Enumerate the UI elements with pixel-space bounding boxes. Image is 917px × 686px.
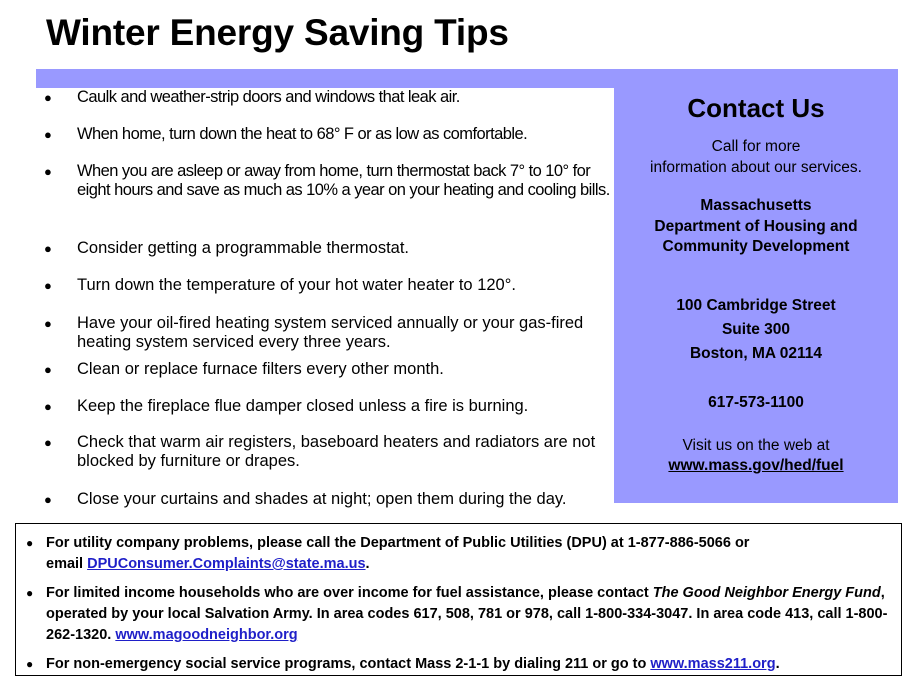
address-line: Suite 300: [721, 321, 791, 338]
list-item: ● Have your oil-fired heating system serviced annually or your gas-fired heating system serviced every three years.: [44, 314, 584, 351]
list-item: ● Caulk and weather-strip doors and windows that leak air.: [44, 88, 460, 106]
org-name: Massachusetts: [700, 197, 812, 214]
mass211-link[interactable]: www.mass211.org: [650, 656, 776, 672]
org-name: Department of Housing and: [654, 218, 858, 235]
page-title: Winter Energy Saving Tips: [46, 12, 509, 53]
bullet-icon: ●: [44, 399, 52, 414]
address-line: Boston, MA 02114: [689, 345, 823, 362]
contact-intro: information about our services.: [650, 159, 862, 176]
fund-name: The Good Neighbor Energy Fund: [652, 585, 881, 601]
contact-intro: Call for more: [711, 138, 801, 155]
bullet-icon: ●: [44, 362, 52, 377]
list-item: ● Turn down the temperature of your hot water heater to 120°.: [44, 276, 516, 294]
good-neighbor-link[interactable]: www.magoodneighbor.org: [115, 627, 298, 643]
list-item: ● When home, turn down the heat to 68° F or as low as comfortable.: [44, 125, 528, 143]
list-item: ● For utility company problems, please call the Department of Public Utilities (DPU) at 1-877-886-5066 or email DPUConsumer.Complaints@state.ma.us.: [26, 535, 750, 572]
bullet-icon: ●: [26, 536, 34, 550]
bullet-icon: ●: [44, 435, 52, 450]
bullet-icon: ●: [26, 586, 34, 600]
dpu-email-link[interactable]: DPUConsumer.Complaints@state.ma.us: [87, 556, 366, 572]
list-item: ● Consider getting a programmable thermostat.: [44, 239, 409, 257]
bullet-icon: ●: [44, 278, 52, 293]
list-item: ● When you are asleep or away from home, turn thermostat back 7° to 10° for eight hours and save as much as 10% a year on your heating and cooling bills.: [44, 162, 610, 199]
list-item: ● Close your curtains and shades at night; open them during the day.: [44, 490, 567, 508]
phone-number: 617-573-1100: [708, 394, 804, 411]
contact-panel: [614, 88, 898, 503]
accent-band: [36, 69, 898, 88]
bullet-icon: ●: [44, 90, 52, 105]
list-item: ● For non-emergency social service programs, contact Mass 2-1-1 by dialing 211 or go to www.mass211.org.: [26, 654, 896, 675]
bullet-icon: ●: [44, 492, 52, 507]
list-item: ● Clean or replace furnace filters every other month.: [44, 360, 444, 378]
org-name: Community Development: [662, 238, 850, 255]
list-item: ● For limited income households who are over income for fuel assistance, please contact The Good Neighbor Energy Fund, operated by your local Salvation Army. In area codes 617, 508, 781 or 978, call 1-800-334-3047. In area code 413, call 1-800-262-1320. www.magoodneighbor.org: [26, 585, 888, 643]
bullet-icon: ●: [44, 316, 52, 331]
web-label: Visit us on the web at: [682, 437, 830, 454]
list-item: ● Keep the fireplace flue damper closed unless a fire is burning.: [44, 397, 529, 415]
address-line: 100 Cambridge Street: [676, 297, 836, 314]
bullet-icon: ●: [26, 657, 34, 671]
contact-title: Contact Us: [687, 93, 825, 123]
web-link[interactable]: www.mass.gov/hed/fuel: [668, 457, 844, 474]
bullet-icon: ●: [44, 241, 52, 256]
resources-box: [15, 523, 902, 676]
list-item: ● Check that warm air registers, baseboard heaters and radiators are not blocked by furniture or drapes.: [44, 433, 596, 470]
bullet-icon: ●: [44, 127, 52, 142]
bullet-icon: ●: [44, 164, 52, 179]
